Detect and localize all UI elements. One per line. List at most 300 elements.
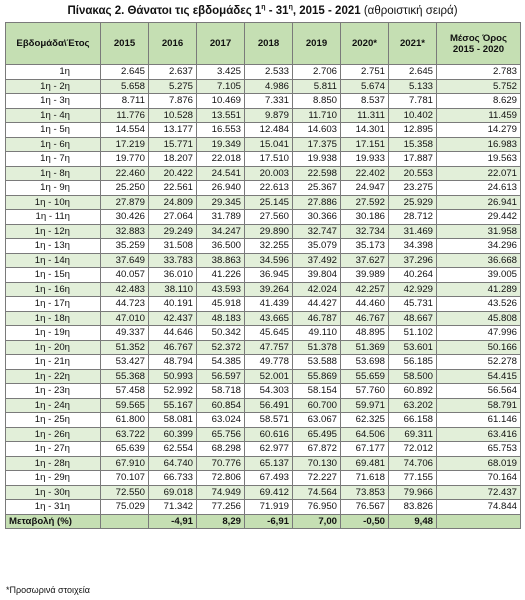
week-range-cell: 1η - 20η (6, 340, 101, 355)
value-cell: 46.787 (293, 311, 341, 326)
value-cell: 19.349 (197, 137, 245, 152)
value-cell: 12.484 (245, 123, 293, 138)
table-row (6, 485, 521, 500)
value-cell: 42.929 (389, 282, 437, 297)
value-cell: 52.278 (437, 355, 521, 370)
table-row (6, 311, 521, 326)
value-cell: 46.767 (341, 311, 389, 326)
table-row (6, 369, 521, 384)
week-range-cell: 1η - 17η (6, 297, 101, 312)
value-cell: 34.596 (245, 253, 293, 268)
value-cell: 54.303 (245, 384, 293, 399)
week-range-cell: 1η - 5η (6, 123, 101, 138)
value-cell: 3.425 (197, 65, 245, 80)
footer-cell: -0,50 (341, 514, 389, 529)
header-row (6, 23, 521, 65)
value-cell: 60.854 (197, 398, 245, 413)
value-cell: 48.895 (341, 326, 389, 341)
table-row (6, 239, 521, 254)
value-cell: 74.706 (389, 456, 437, 471)
value-cell: 11.710 (293, 108, 341, 123)
value-cell: 32.883 (101, 224, 149, 239)
value-cell: 36.500 (197, 239, 245, 254)
value-cell: 25.367 (293, 181, 341, 196)
value-cell: 43.665 (245, 311, 293, 326)
week-range-cell: 1η - 26η (6, 427, 101, 442)
value-cell: 20.003 (245, 166, 293, 181)
value-cell: 7.331 (245, 94, 293, 109)
value-cell: 14.279 (437, 123, 521, 138)
value-cell: 35.259 (101, 239, 149, 254)
value-cell: 47.996 (437, 326, 521, 341)
value-cell: 72.012 (389, 442, 437, 457)
value-cell: 10.528 (149, 108, 197, 123)
week-range-cell: 1η - 9η (6, 181, 101, 196)
value-cell: 19.933 (341, 152, 389, 167)
value-cell: 29.442 (437, 210, 521, 225)
value-cell: 60.700 (293, 398, 341, 413)
value-cell: 22.402 (341, 166, 389, 181)
table-row (6, 253, 521, 268)
value-cell: 45.645 (245, 326, 293, 341)
value-cell: 41.289 (437, 282, 521, 297)
header-cell: 2019 (293, 23, 341, 65)
table-row (6, 166, 521, 181)
value-cell: 2.706 (293, 65, 341, 80)
value-cell: 42.257 (341, 282, 389, 297)
value-cell: 39.804 (293, 268, 341, 283)
table-row (6, 427, 521, 442)
value-cell: 69.481 (341, 456, 389, 471)
value-cell: 37.627 (341, 253, 389, 268)
value-cell: 30.366 (293, 210, 341, 225)
value-cell: 42.483 (101, 282, 149, 297)
value-cell: 7.876 (149, 94, 197, 109)
value-cell: 49.778 (245, 355, 293, 370)
value-cell: 22.018 (197, 152, 245, 167)
value-cell: 65.495 (293, 427, 341, 442)
header-cell: Μέσος Όρος 2015 - 2020 (437, 23, 521, 65)
value-cell: 76.567 (341, 500, 389, 515)
week-range-cell: 1η - 23η (6, 384, 101, 399)
table-row (6, 282, 521, 297)
value-cell: 51.352 (101, 340, 149, 355)
table-row (6, 123, 521, 138)
value-cell: 30.426 (101, 210, 149, 225)
week-range-cell: 1η - 28η (6, 456, 101, 471)
value-cell: 28.712 (389, 210, 437, 225)
week-range-cell: 1η - 4η (6, 108, 101, 123)
value-cell: 60.616 (245, 427, 293, 442)
value-cell: 38.110 (149, 282, 197, 297)
week-range-cell: 1η - 22η (6, 369, 101, 384)
value-cell: 16.553 (197, 123, 245, 138)
value-cell: 69.412 (245, 485, 293, 500)
week-range-cell: 1η - 27η (6, 442, 101, 457)
value-cell: 58.500 (389, 369, 437, 384)
value-cell: 39.989 (341, 268, 389, 283)
value-cell: 24.541 (197, 166, 245, 181)
value-cell: 34.247 (197, 224, 245, 239)
value-cell: 57.760 (341, 384, 389, 399)
week-range-cell: 1η - 29η (6, 471, 101, 486)
value-cell: 22.071 (437, 166, 521, 181)
value-cell: 39.005 (437, 268, 521, 283)
value-cell: 54.415 (437, 369, 521, 384)
table-row (6, 456, 521, 471)
value-cell: 55.167 (149, 398, 197, 413)
value-cell: 43.526 (437, 297, 521, 312)
change-row (6, 514, 521, 529)
value-cell: 60.399 (149, 427, 197, 442)
footer-cell: -4,91 (149, 514, 197, 529)
value-cell: 58.791 (437, 398, 521, 413)
value-cell: 42.437 (149, 311, 197, 326)
value-cell: 7.105 (197, 79, 245, 94)
value-cell: 36.945 (245, 268, 293, 283)
value-cell: 49.337 (101, 326, 149, 341)
value-cell: 19.770 (101, 152, 149, 167)
value-cell: 69.311 (389, 427, 437, 442)
week-range-cell: 1η - 21η (6, 355, 101, 370)
table-row (6, 152, 521, 167)
value-cell: 25.145 (245, 195, 293, 210)
footer-cell: 7,00 (293, 514, 341, 529)
value-cell: 14.301 (341, 123, 389, 138)
table-row (6, 398, 521, 413)
value-cell: 46.767 (149, 340, 197, 355)
footnote: *Προσωρινά στοιχεία (6, 585, 90, 595)
value-cell: 24.809 (149, 195, 197, 210)
value-cell: 65.756 (197, 427, 245, 442)
value-cell: 5.658 (101, 79, 149, 94)
value-cell: 24.613 (437, 181, 521, 196)
week-range-cell: 1η - 6η (6, 137, 101, 152)
value-cell: 26.941 (437, 195, 521, 210)
header-cell: 2018 (245, 23, 293, 65)
value-cell: 54.385 (197, 355, 245, 370)
value-cell: 61.146 (437, 413, 521, 428)
week-range-cell: 1η - 13η (6, 239, 101, 254)
footer-cell: 8,29 (197, 514, 245, 529)
value-cell: 60.892 (389, 384, 437, 399)
value-cell: 65.639 (101, 442, 149, 457)
week-range-cell: 1η - 31η (6, 500, 101, 515)
value-cell: 10.402 (389, 108, 437, 123)
value-cell: 29.249 (149, 224, 197, 239)
table-row (6, 79, 521, 94)
value-cell: 22.561 (149, 181, 197, 196)
value-cell: 49.110 (293, 326, 341, 341)
value-cell: 19.563 (437, 152, 521, 167)
value-cell: 52.992 (149, 384, 197, 399)
value-cell: 64.740 (149, 456, 197, 471)
value-cell: 72.437 (437, 485, 521, 500)
value-cell: 66.733 (149, 471, 197, 486)
table-row (6, 500, 521, 515)
value-cell: 77.155 (389, 471, 437, 486)
value-cell: 51.102 (389, 326, 437, 341)
header-cell: 2017 (197, 23, 245, 65)
value-cell: 68.019 (437, 456, 521, 471)
value-cell: 75.029 (101, 500, 149, 515)
value-cell: 55.659 (341, 369, 389, 384)
value-cell: 22.613 (245, 181, 293, 196)
value-cell: 53.601 (389, 340, 437, 355)
value-cell: 53.588 (293, 355, 341, 370)
value-cell: 35.173 (341, 239, 389, 254)
week-range-cell: 1η - 7η (6, 152, 101, 167)
value-cell: 37.649 (101, 253, 149, 268)
table-row (6, 384, 521, 399)
value-cell: 70.130 (293, 456, 341, 471)
week-range-cell: 1η - 30η (6, 485, 101, 500)
value-cell: 11.311 (341, 108, 389, 123)
value-cell: 2.645 (101, 65, 149, 80)
table-row (6, 355, 521, 370)
value-cell: 65.137 (245, 456, 293, 471)
value-cell: 15.771 (149, 137, 197, 152)
week-range-cell: 1η - 19η (6, 326, 101, 341)
value-cell: 39.264 (245, 282, 293, 297)
value-cell: 77.256 (197, 500, 245, 515)
value-cell: 65.753 (437, 442, 521, 457)
value-cell: 51.369 (341, 340, 389, 355)
value-cell: 32.255 (245, 239, 293, 254)
value-cell: 42.024 (293, 282, 341, 297)
value-cell: 5.752 (437, 79, 521, 94)
value-cell: 53.698 (341, 355, 389, 370)
value-cell: 45.731 (389, 297, 437, 312)
value-cell: 25.929 (389, 195, 437, 210)
value-cell: 4.986 (245, 79, 293, 94)
value-cell: 29.890 (245, 224, 293, 239)
value-cell: 43.593 (197, 282, 245, 297)
value-cell: 64.506 (341, 427, 389, 442)
value-cell: 51.378 (293, 340, 341, 355)
value-cell: 59.565 (101, 398, 149, 413)
value-cell: 33.783 (149, 253, 197, 268)
table-row (6, 471, 521, 486)
value-cell: 73.853 (341, 485, 389, 500)
value-cell: 72.806 (197, 471, 245, 486)
value-cell: 58.081 (149, 413, 197, 428)
week-range-cell: 1η (6, 65, 101, 80)
table-row (6, 195, 521, 210)
value-cell: 25.250 (101, 181, 149, 196)
value-cell: 63.202 (389, 398, 437, 413)
value-cell: 58.154 (293, 384, 341, 399)
table-row (6, 297, 521, 312)
value-cell: 56.185 (389, 355, 437, 370)
value-cell: 40.191 (149, 297, 197, 312)
header-cell: 2020* (341, 23, 389, 65)
value-cell: 5.133 (389, 79, 437, 94)
value-cell: 50.342 (197, 326, 245, 341)
value-cell: 23.275 (389, 181, 437, 196)
value-cell: 62.325 (341, 413, 389, 428)
value-cell: 63.722 (101, 427, 149, 442)
value-cell: 2.783 (437, 65, 521, 80)
table-row (6, 326, 521, 341)
value-cell: 2.645 (389, 65, 437, 80)
value-cell: 11.459 (437, 108, 521, 123)
value-cell: 11.776 (101, 108, 149, 123)
value-cell: 34.296 (437, 239, 521, 254)
value-cell: 8.711 (101, 94, 149, 109)
value-cell: 44.460 (341, 297, 389, 312)
value-cell: 5.811 (293, 79, 341, 94)
value-cell: 40.057 (101, 268, 149, 283)
table-row (6, 224, 521, 239)
value-cell: 53.427 (101, 355, 149, 370)
value-cell: 56.564 (437, 384, 521, 399)
table-row (6, 210, 521, 225)
value-cell: 7.781 (389, 94, 437, 109)
value-cell: 24.947 (341, 181, 389, 196)
footer-cell (101, 514, 149, 529)
value-cell: 62.977 (245, 442, 293, 457)
value-cell: 63.024 (197, 413, 245, 428)
value-cell: 14.554 (101, 123, 149, 138)
value-cell: 27.064 (149, 210, 197, 225)
value-cell: 72.227 (293, 471, 341, 486)
value-cell: 31.789 (197, 210, 245, 225)
value-cell: 83.826 (389, 500, 437, 515)
table-row (6, 268, 521, 283)
value-cell: 16.983 (437, 137, 521, 152)
value-cell: 36.668 (437, 253, 521, 268)
value-cell: 8.537 (341, 94, 389, 109)
value-cell: 67.910 (101, 456, 149, 471)
footer-cell: 9,48 (389, 514, 437, 529)
value-cell: 70.107 (101, 471, 149, 486)
value-cell: 27.886 (293, 195, 341, 210)
value-cell: 44.646 (149, 326, 197, 341)
value-cell: 15.358 (389, 137, 437, 152)
value-cell: 17.151 (341, 137, 389, 152)
header-cell: Εβδομάδα\Έτος (6, 23, 101, 65)
value-cell: 50.166 (437, 340, 521, 355)
value-cell: 14.603 (293, 123, 341, 138)
value-cell: 66.158 (389, 413, 437, 428)
value-cell: 70.164 (437, 471, 521, 486)
value-cell: 30.186 (341, 210, 389, 225)
value-cell: 61.800 (101, 413, 149, 428)
value-cell: 2.637 (149, 65, 197, 80)
value-cell: 13.551 (197, 108, 245, 123)
value-cell: 41.439 (245, 297, 293, 312)
week-range-cell: 1η - 16η (6, 282, 101, 297)
value-cell: 62.554 (149, 442, 197, 457)
value-cell: 71.618 (341, 471, 389, 486)
value-cell: 31.469 (389, 224, 437, 239)
value-cell: 20.422 (149, 166, 197, 181)
header-cell: 2015 (101, 23, 149, 65)
value-cell: 47.010 (101, 311, 149, 326)
value-cell: 67.872 (293, 442, 341, 457)
table-row (6, 442, 521, 457)
value-cell: 74.564 (293, 485, 341, 500)
value-cell: 67.177 (341, 442, 389, 457)
value-cell: 58.718 (197, 384, 245, 399)
value-cell: 57.458 (101, 384, 149, 399)
value-cell: 40.264 (389, 268, 437, 283)
value-cell: 9.879 (245, 108, 293, 123)
value-cell: 37.492 (293, 253, 341, 268)
value-cell: 17.887 (389, 152, 437, 167)
value-cell: 8.629 (437, 94, 521, 109)
value-cell: 56.491 (245, 398, 293, 413)
table-row (6, 65, 521, 80)
value-cell: 67.493 (245, 471, 293, 486)
value-cell: 74.949 (197, 485, 245, 500)
week-range-cell: 1η - 12η (6, 224, 101, 239)
value-cell: 44.427 (293, 297, 341, 312)
week-range-cell: 1η - 10η (6, 195, 101, 210)
value-cell: 15.041 (245, 137, 293, 152)
value-cell: 48.667 (389, 311, 437, 326)
header-cell: 2021* (389, 23, 437, 65)
value-cell: 29.345 (197, 195, 245, 210)
value-cell: 76.950 (293, 500, 341, 515)
value-cell: 27.592 (341, 195, 389, 210)
value-cell: 47.757 (245, 340, 293, 355)
value-cell: 59.971 (341, 398, 389, 413)
value-cell: 45.918 (197, 297, 245, 312)
value-cell: 31.958 (437, 224, 521, 239)
value-cell: 69.018 (149, 485, 197, 500)
value-cell: 45.808 (437, 311, 521, 326)
value-cell: 27.560 (245, 210, 293, 225)
value-cell: 48.794 (149, 355, 197, 370)
value-cell: 72.550 (101, 485, 149, 500)
value-cell: 56.597 (197, 369, 245, 384)
value-cell: 17.375 (293, 137, 341, 152)
value-cell: 48.183 (197, 311, 245, 326)
value-cell: 2.533 (245, 65, 293, 80)
value-cell: 55.869 (293, 369, 341, 384)
footer-label: Μεταβολή (%) (6, 514, 101, 529)
value-cell: 52.372 (197, 340, 245, 355)
value-cell: 12.895 (389, 123, 437, 138)
value-cell: 63.067 (293, 413, 341, 428)
value-cell: 20.553 (389, 166, 437, 181)
value-cell: 22.460 (101, 166, 149, 181)
table-row (6, 413, 521, 428)
value-cell: 55.368 (101, 369, 149, 384)
week-range-cell: 1η - 25η (6, 413, 101, 428)
footer-cell: -6,91 (245, 514, 293, 529)
value-cell: 71.919 (245, 500, 293, 515)
value-cell: 5.275 (149, 79, 197, 94)
footer-cell (437, 514, 521, 529)
week-range-cell: 1η - 3η (6, 94, 101, 109)
value-cell: 22.598 (293, 166, 341, 181)
value-cell: 17.219 (101, 137, 149, 152)
table-row (6, 181, 521, 196)
value-cell: 38.863 (197, 253, 245, 268)
value-cell: 35.079 (293, 239, 341, 254)
value-cell: 32.734 (341, 224, 389, 239)
deaths-table (5, 22, 521, 529)
week-range-cell: 1η - 2η (6, 79, 101, 94)
value-cell: 50.993 (149, 369, 197, 384)
value-cell: 71.342 (149, 500, 197, 515)
value-cell: 8.850 (293, 94, 341, 109)
table-row (6, 137, 521, 152)
week-range-cell: 1η - 8η (6, 166, 101, 181)
